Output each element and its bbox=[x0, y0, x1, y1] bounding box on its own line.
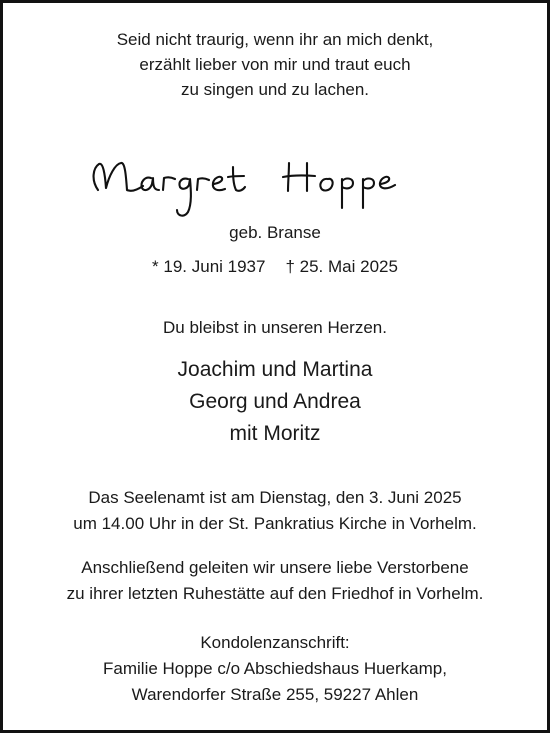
service-line: um 14.00 Uhr in der St. Pankratius Kirche in Vorhelm. bbox=[73, 514, 477, 533]
name-signature bbox=[85, 150, 455, 232]
family-member: Georg und Andrea bbox=[189, 390, 361, 413]
condolence-line: Familie Hoppe c/o Abschiedshaus Huerkamp, bbox=[103, 659, 447, 678]
condolence-heading: Kondolenzanschrift: bbox=[200, 633, 350, 652]
family-member: Joachim und Martina bbox=[177, 358, 373, 381]
life-dates bbox=[0, 256, 550, 278]
farewell-text: Du bleibst in unseren Herzen. bbox=[163, 318, 387, 337]
burial-line: zu ihrer letzten Ruhestätte auf den Friedhof in Vorhelm. bbox=[66, 584, 484, 603]
condolence-line: Warendorfer Straße 255, 59227 Ahlen bbox=[131, 685, 419, 704]
verse-line: zu singen und zu lachen. bbox=[180, 80, 370, 99]
birth-name: geb. Branse bbox=[229, 223, 321, 242]
verse-line: erzählt lieber von mir und traut euch bbox=[139, 55, 411, 74]
verse-line: Seid nicht traurig, wenn ihr an mich denkt, bbox=[116, 30, 434, 49]
death-date: † 25. Mai 2025 bbox=[285, 257, 398, 276]
service-line: Das Seelenamt ist am Dienstag, den 3. Juni 2025 bbox=[88, 488, 462, 507]
birth-date: * 19. Juni 1937 bbox=[152, 257, 266, 276]
burial-line: Anschließend geleiten wir unsere liebe Verstorbene bbox=[81, 558, 469, 577]
family-member: mit Moritz bbox=[229, 422, 321, 445]
